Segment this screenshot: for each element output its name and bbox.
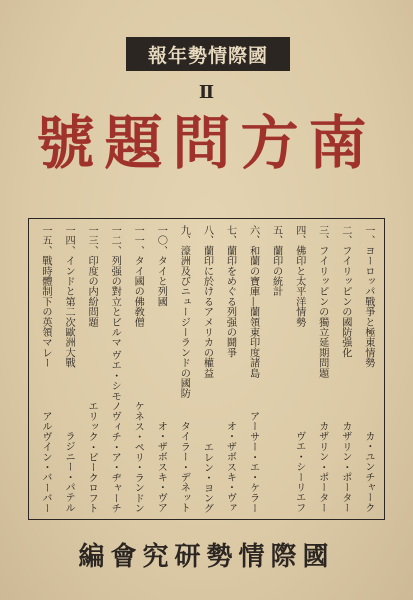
toc-entry-author: カザリン・ポーター <box>339 421 351 513</box>
toc-entry <box>104 225 124 513</box>
toc-entry-author: カ・ユンチャーク <box>362 431 374 513</box>
toc-entry-title: 一〇、タイと列國 <box>155 225 167 307</box>
toc-entry-author: ケネス・ペリ・ランドン <box>132 400 144 513</box>
toc-entry-title: 一一、タイ國の佛敎僧 <box>132 225 144 327</box>
toc-entry <box>35 225 55 513</box>
toc-entry-author: カザリン・ポーター <box>316 421 328 513</box>
toc-entry-author: ヴエ・シモノヴィチ・ア・ヂャーチ <box>109 349 121 513</box>
toc-entry-title: 八、蘭印に於けるアメリカの權益 <box>201 225 213 378</box>
toc-entry-author: オ・ザボスキ・ヴア <box>155 421 167 513</box>
toc-entry <box>220 225 240 513</box>
volume-number: Ⅱ <box>198 82 215 103</box>
toc-entry <box>127 225 147 513</box>
toc-entry-author: アーサー・エ・ケラー <box>247 411 259 513</box>
main-title: 號題問方南 <box>36 109 377 177</box>
toc-entry <box>358 225 378 513</box>
series-title: 報年勢情際國 <box>147 44 268 67</box>
toc-entry-title: 六、和蘭の寶庫—蘭領東印度諸島 <box>247 225 259 378</box>
toc-entry <box>266 225 286 513</box>
toc-entry-title: 五、蘭印の統計 <box>270 225 282 297</box>
toc-entry-author: オ・ザボスキ・ヴァ <box>224 421 236 513</box>
toc-entry <box>335 225 355 513</box>
toc-entry-author: エレン・ヨング <box>201 441 213 513</box>
toc-entry-title: 一五、戰時體制下の英領マレー <box>40 225 51 368</box>
publisher: 編會究研勢情際國 <box>78 542 335 572</box>
toc-entry <box>196 225 216 513</box>
toc-entry <box>289 225 309 513</box>
toc-entry-title: 九、濠洲及びニュージーランドの國防 <box>178 225 190 399</box>
toc-entry-author: アルヴイン・バーバー <box>40 411 51 513</box>
toc-entry-title: 四、佛印と太平洋情勢 <box>293 225 305 327</box>
toc-entry-title: 一、ヨーロッパ戰爭と極東情勢 <box>362 225 374 368</box>
table-of-contents <box>28 218 385 520</box>
toc-entry-author: ラジニー・パテル <box>63 431 75 513</box>
toc-entry <box>58 225 78 513</box>
toc-entry-author: エリック・ビークロフト <box>86 400 98 513</box>
toc-entry-author: タイラー・デネット <box>178 421 190 513</box>
toc-entry-title: 一三、印度の内紛問題 <box>86 225 98 327</box>
toc-entry-title: 三、フイリッピンの獨立延期問題 <box>316 225 328 378</box>
series-title-band <box>126 37 290 71</box>
toc-entry <box>312 225 332 513</box>
toc-entry-title: 一二、列强の對立とビルマ <box>109 225 121 348</box>
toc-entry-title: 二、フイリッピンの國防强化 <box>339 225 351 358</box>
toc-entry-author: ヴエ・シーリエフ <box>293 431 305 513</box>
toc-entry <box>81 225 101 513</box>
toc-entry <box>150 225 170 513</box>
toc-entry-title: 一四、インドと第二次歐洲大戰 <box>63 225 75 368</box>
toc-entry <box>243 225 263 513</box>
toc-entry-title: 七、蘭印をめぐる列强の鬪爭 <box>224 225 236 358</box>
toc-entry <box>173 225 193 513</box>
